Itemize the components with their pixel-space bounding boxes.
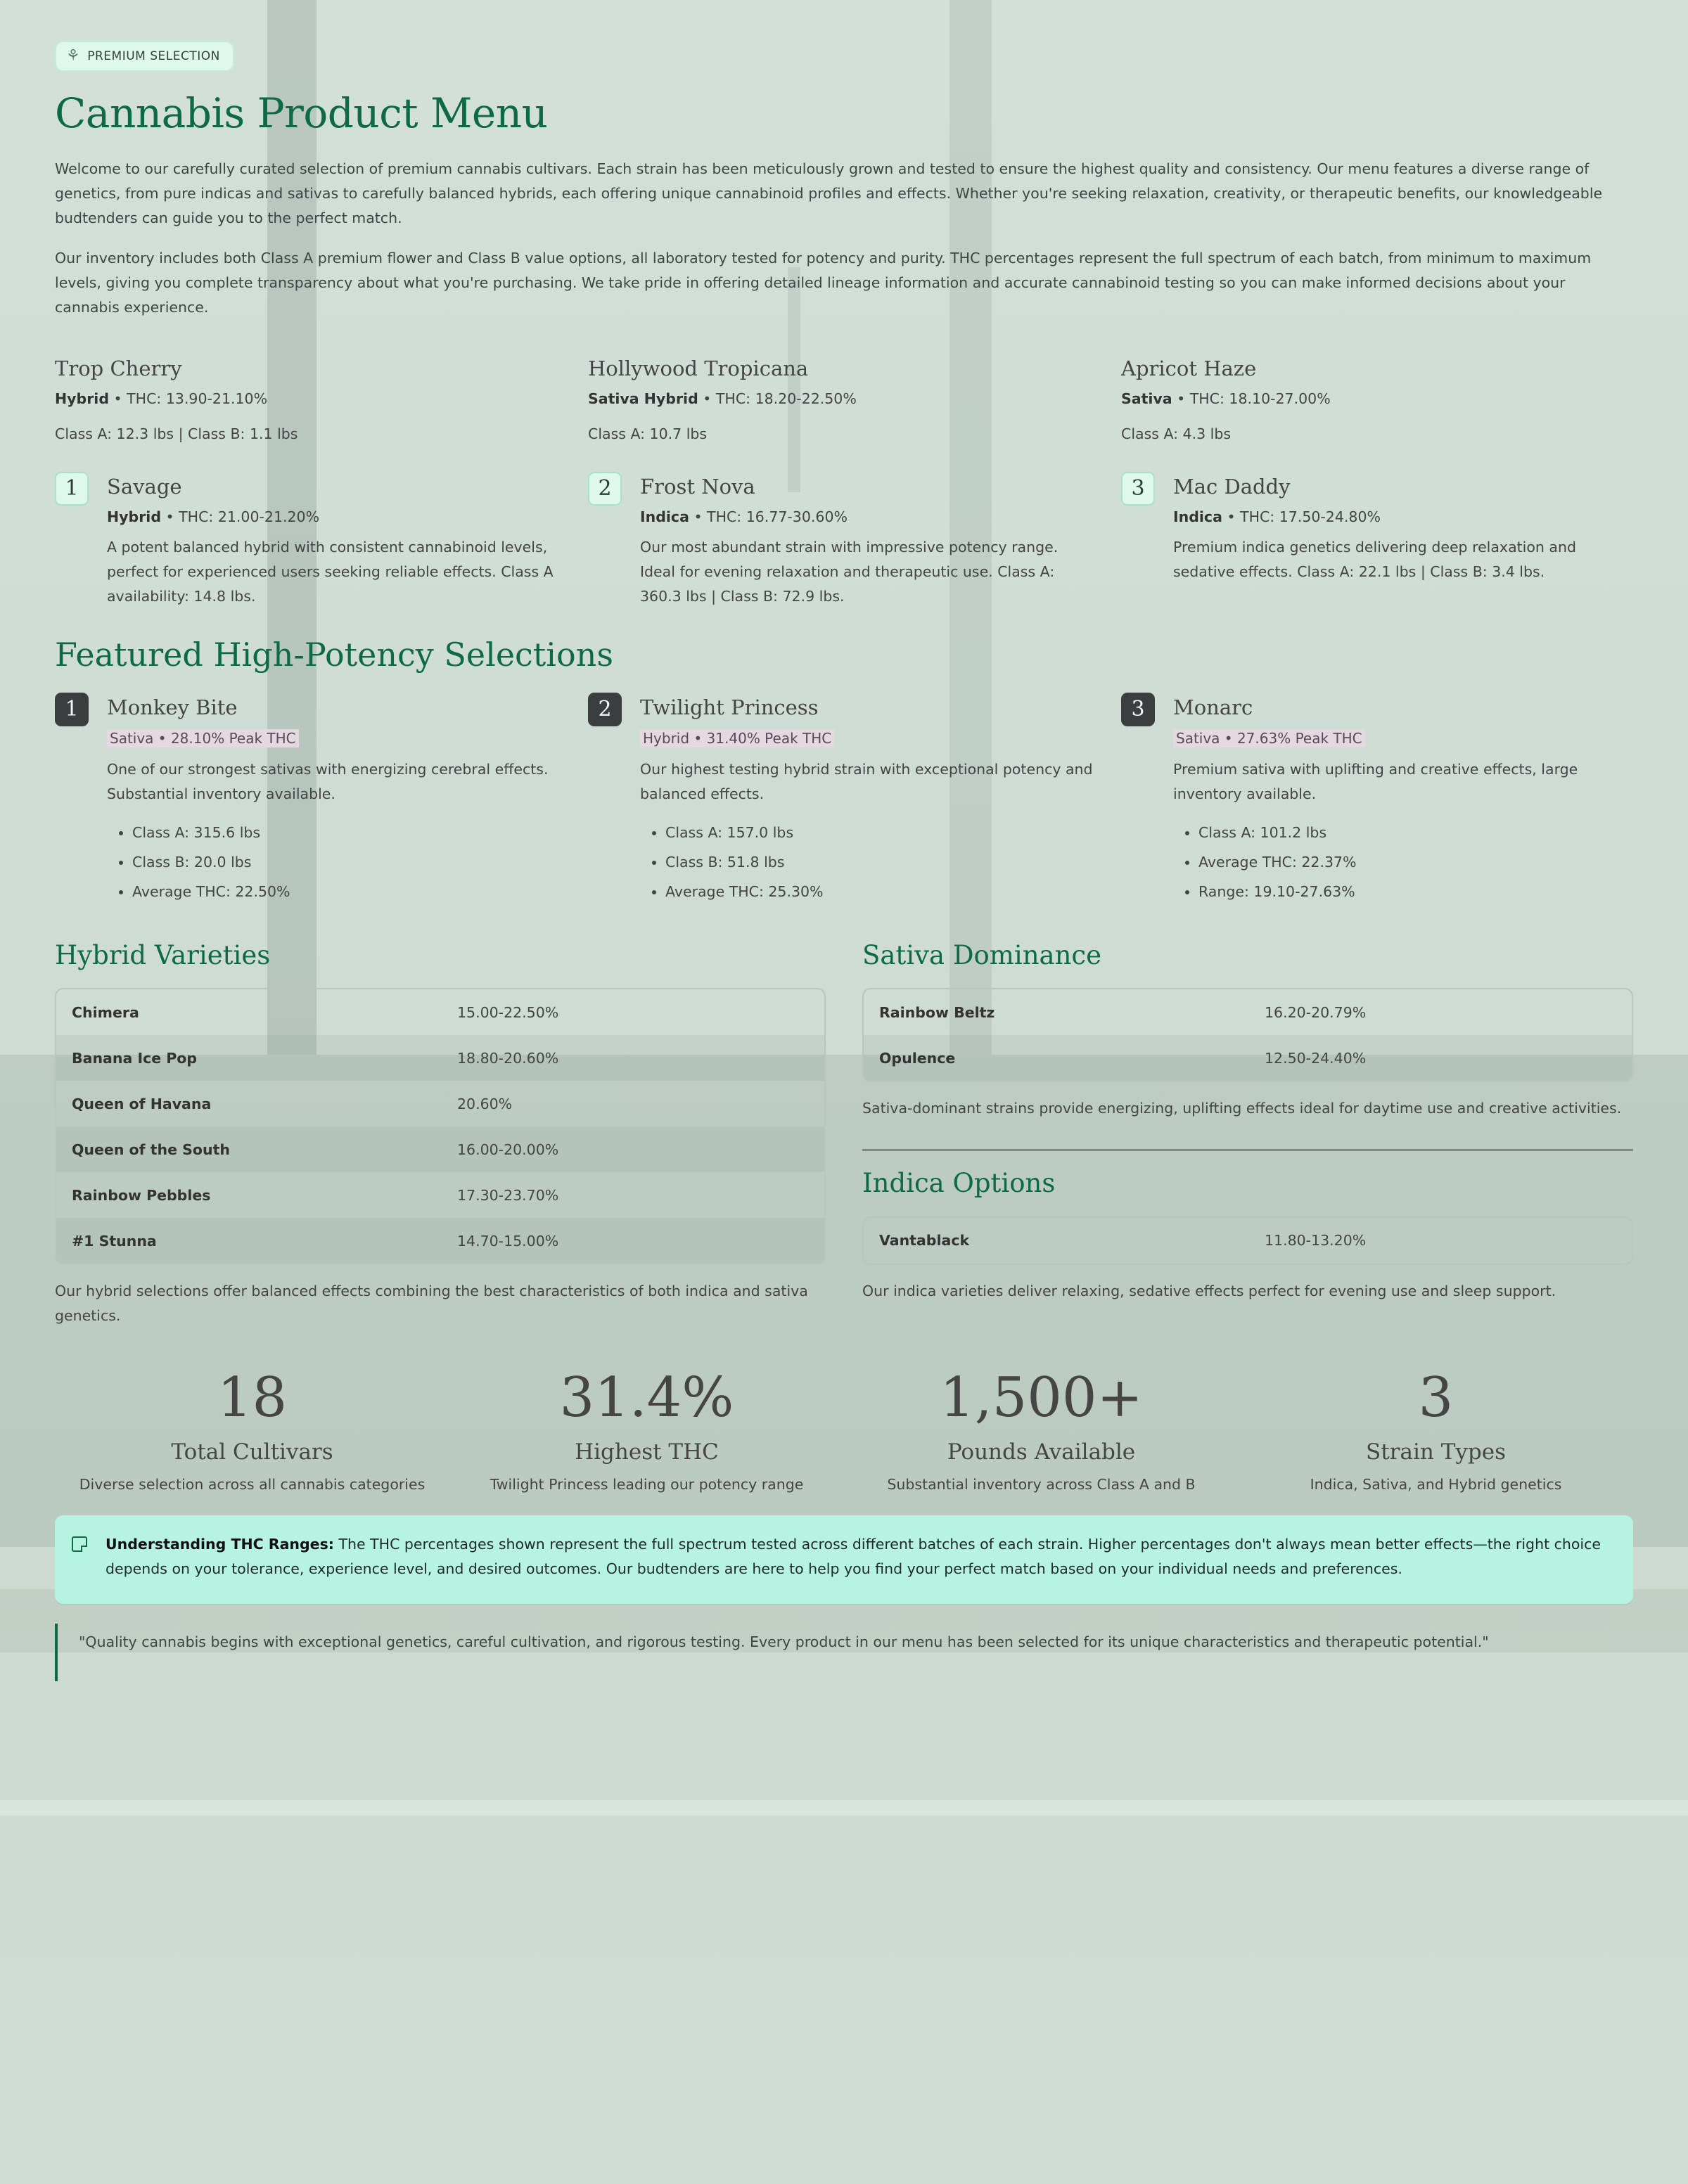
strain-type: Indica <box>640 508 689 525</box>
strain-card <box>1121 356 1633 442</box>
premium-badge <box>55 41 234 72</box>
list-item: • Average THC: 22.50% <box>132 877 560 906</box>
page-title: Cannabis Product Menu <box>55 89 548 137</box>
thc-cell: 15.00-22.50% <box>457 1003 559 1021</box>
stat-caption: Substantial inventory across Class A and B <box>887 1476 1196 1494</box>
table-row <box>56 1126 824 1172</box>
table-row <box>56 1035 824 1081</box>
stat-value: 31.4% <box>559 1366 734 1430</box>
stat-value: 3 <box>1418 1366 1454 1430</box>
stat-label: Highest THC <box>575 1439 719 1465</box>
strain-name: Hollywood Tropicana <box>588 356 809 380</box>
table-row <box>56 1172 824 1218</box>
table-row <box>864 1218 1632 1264</box>
indica-heading: Indica Options <box>862 1168 1056 1199</box>
strain-description: Premium sativa with uplifting and creative effects, large inventory available. <box>1173 760 1578 802</box>
rank-number: 2 <box>588 693 622 726</box>
strain-thc: • THC: 16.77-30.60% <box>689 508 848 525</box>
stat-label: Strain Types <box>1365 1439 1507 1465</box>
thc-cell: 12.50-24.40% <box>1265 1049 1367 1067</box>
inventory-list <box>107 818 560 906</box>
list-item: • Average THC: 22.37% <box>1198 847 1605 877</box>
list-item: • Class B: 20.0 lbs <box>132 847 560 877</box>
strain-type: Indica <box>1173 508 1222 525</box>
strain-thc: • THC: 17.50-24.80% <box>1222 508 1381 525</box>
strain-classes: Class A: 4.3 lbs <box>1121 425 1232 442</box>
strain-name: Monkey Bite <box>107 695 238 719</box>
hybrid-table <box>55 988 826 1265</box>
strain-thc: • THC: 21.00-21.20% <box>161 508 320 525</box>
stat-card <box>55 1366 449 1494</box>
menu-page <box>55 41 1633 1681</box>
potency-tag: Sativa • 27.63% Peak THC <box>1173 729 1365 747</box>
hybrid-heading: Hybrid Varieties <box>55 939 271 970</box>
thc-cell: 17.30-23.70% <box>457 1186 559 1204</box>
strain-cell: Rainbow Pebbles <box>72 1186 211 1204</box>
thc-info-callout <box>55 1515 1633 1604</box>
strain-meta <box>107 508 560 525</box>
strain-card <box>55 356 588 442</box>
indica-table <box>862 1216 1633 1265</box>
table-row <box>864 989 1632 1035</box>
strain-name: Twilight Princess <box>640 695 819 719</box>
rank-number: 1 <box>55 693 89 726</box>
featured-selections <box>55 695 1633 906</box>
stat-card <box>449 1366 844 1494</box>
intro-paragraph: Welcome to our carefully curated selection of premium cannabis cultivars. Each strain has been meticulously grown and tested to ensure the highest quality and consistency. Our menu features a diverse range of genetics, from pure indicas and sativas to carefully balanced hybrids, each offering unique cannabinoid profiles and effects. Whether you're seeking relaxation, creativity, or therapeutic benefits, our knowledgeable budtenders can guide you to the perfect match. <box>55 160 1603 226</box>
list-item: • Class B: 51.8 lbs <box>665 847 1093 877</box>
strain-name: Mac Daddy <box>1173 474 1291 499</box>
hybrid-note: Our hybrid selections offer balanced effects combining the best characteristics of both indica and sativa genetics. <box>55 1283 808 1325</box>
thc-cell: 14.70-15.00% <box>457 1232 559 1250</box>
strain-cell: Queen of the South <box>72 1141 230 1158</box>
strain-type: Sativa Hybrid <box>588 390 698 407</box>
featured-heading: Featured High-Potency Selections <box>55 635 613 674</box>
strain-name: Frost Nova <box>640 474 755 499</box>
quote-block: "Quality cannabis begins with exceptional genetics, careful cultivation, and rigorous testing. Every product in our menu has been selected for its unique characteristics and therapeutic potential." <box>55 1624 1633 1681</box>
stat-label: Total Cultivars <box>171 1439 333 1465</box>
sativa-note: Sativa-dominant strains provide energizing, uplifting effects ideal for daytime use and creative activities. <box>862 1100 1622 1117</box>
varieties-section <box>55 940 1633 1328</box>
ranked-item <box>1121 475 1633 609</box>
stat-card <box>1239 1366 1633 1494</box>
note-icon <box>72 1536 87 1552</box>
thc-cell: 11.80-13.20% <box>1265 1232 1367 1250</box>
strain-type: Hybrid <box>55 390 110 407</box>
inventory-list <box>1173 818 1605 906</box>
ranked-item <box>55 475 588 609</box>
divider <box>862 1149 1633 1151</box>
indica-note: Our indica varieties deliver relaxing, sedative effects perfect for evening use and sleep support. <box>862 1282 1556 1299</box>
strain-thc: • THC: 18.10-27.00% <box>1172 390 1331 407</box>
ranked-item <box>588 475 1121 609</box>
cannabis-leaf-icon: ⚘ <box>66 47 81 65</box>
rank-number: 3 <box>1121 693 1155 726</box>
top-strains <box>55 356 1633 442</box>
strain-meta <box>640 508 1093 525</box>
strain-type: Sativa <box>1121 390 1172 407</box>
strain-type: Hybrid <box>107 508 162 525</box>
strain-meta <box>1121 390 1633 407</box>
strain-cell: Vantablack <box>879 1232 970 1250</box>
table-row <box>864 1035 1632 1081</box>
strain-thc: • THC: 13.90-21.10% <box>109 390 268 407</box>
strain-description: Our most abundant strain with impressive potency range. Ideal for evening relaxation and therapeutic use. Class A: 360.3 lbs | Class B: 72.9 lbs. <box>640 538 1059 605</box>
stat-label: Pounds Available <box>947 1439 1136 1465</box>
ranked-strains <box>55 475 1633 609</box>
list-item: • Average THC: 25.30% <box>665 877 1093 906</box>
thc-cell: 16.00-20.00% <box>457 1141 559 1158</box>
sativa-table <box>862 988 1633 1082</box>
strain-description: A potent balanced hybrid with consistent cannabinoid levels, perfect for experienced users seeking reliable effects. Class A availability: 14.8 lbs. <box>107 538 554 605</box>
strain-cell: #1 Stunna <box>72 1232 157 1250</box>
potency-tag: Hybrid • 31.40% Peak THC <box>640 729 834 747</box>
thc-cell: 20.60% <box>457 1095 513 1112</box>
potency-tag: Sativa • 28.10% Peak THC <box>107 729 299 747</box>
strain-description: One of our strongest sativas with energizing cerebral effects. Substantial inventory available. <box>107 760 549 802</box>
stat-value: 18 <box>217 1366 288 1430</box>
strain-description: Premium indica genetics delivering deep relaxation and sedative effects. Class A: 22.1 lbs | Class B: 3.4 lbs. <box>1173 538 1576 580</box>
sativa-heading: Sativa Dominance <box>862 939 1102 970</box>
strain-name: Monarc <box>1173 695 1253 719</box>
strain-classes: Class A: 10.7 lbs <box>588 425 708 442</box>
stat-value: 1,500+ <box>940 1366 1143 1430</box>
rank-number: 3 <box>1121 472 1155 506</box>
strain-classes: Class A: 12.3 lbs | Class B: 1.1 lbs <box>55 425 298 442</box>
hybrid-column <box>55 940 826 1328</box>
inventory-list <box>640 818 1093 906</box>
featured-item <box>588 695 1121 906</box>
strain-cell: Chimera <box>72 1003 139 1021</box>
featured-item <box>55 695 588 906</box>
strain-cell: Rainbow Beltz <box>879 1003 995 1021</box>
strain-meta <box>588 390 1121 407</box>
featured-item <box>1121 695 1633 906</box>
list-item: • Range: 19.10-27.63% <box>1198 877 1605 906</box>
strain-meta <box>55 390 588 407</box>
thc-cell: 18.80-20.60% <box>457 1049 559 1067</box>
stat-caption: Indica, Sativa, and Hybrid genetics <box>1310 1476 1562 1494</box>
strain-cell: Banana Ice Pop <box>72 1049 198 1067</box>
callout-title: Understanding THC Ranges: <box>106 1536 334 1553</box>
stats-row <box>55 1366 1633 1494</box>
rank-number: 1 <box>55 472 89 506</box>
strain-description: Our highest testing hybrid strain with exceptional potency and balanced effects. <box>640 760 1093 802</box>
stat-card <box>844 1366 1239 1494</box>
stat-caption: Diverse selection across all cannabis categories <box>79 1476 426 1494</box>
list-item: • Class A: 315.6 lbs <box>132 818 560 847</box>
strain-name: Trop Cherry <box>55 356 182 380</box>
strain-thc: • THC: 18.20-22.50% <box>698 390 857 407</box>
list-item: • Class A: 157.0 lbs <box>665 818 1093 847</box>
rank-number: 2 <box>588 472 622 506</box>
strain-card <box>588 356 1121 442</box>
badge-label: PREMIUM SELECTION <box>87 49 220 63</box>
list-item: • Class A: 101.2 lbs <box>1198 818 1605 847</box>
table-row <box>56 1218 824 1264</box>
stat-caption: Twilight Princess leading our potency range <box>490 1476 804 1494</box>
sativa-indica-column <box>862 940 1633 1328</box>
callout-text: The THC percentages shown represent the full spectrum tested across different batches of each strain. Higher percentages don't always mean better effects—the right choice depends on your tolerance, experience level, and desired outcomes. Our budtenders are here to help you find your perfect match based on your individual needs and preferences. <box>106 1536 1601 1578</box>
strain-name: Savage <box>107 474 182 499</box>
intro-paragraph: Our inventory includes both Class A premium flower and Class B value options, all laboratory tested for potency and purity. THC percentages represent the full spectrum of each batch, from minimum to maximum levels, giving you complete transparency about what you're purchasing. We take pride in offering detailed lineage information and accurate cannabinoid testing so you can make informed decisions about your cannabis experience. <box>55 249 1592 316</box>
strain-meta <box>1173 508 1605 525</box>
table-row <box>56 989 824 1035</box>
strain-cell: Queen of Havana <box>72 1095 212 1112</box>
strain-cell: Opulence <box>879 1049 956 1067</box>
table-row <box>56 1081 824 1126</box>
strain-name: Apricot Haze <box>1121 356 1257 380</box>
thc-cell: 16.20-20.79% <box>1265 1003 1367 1021</box>
